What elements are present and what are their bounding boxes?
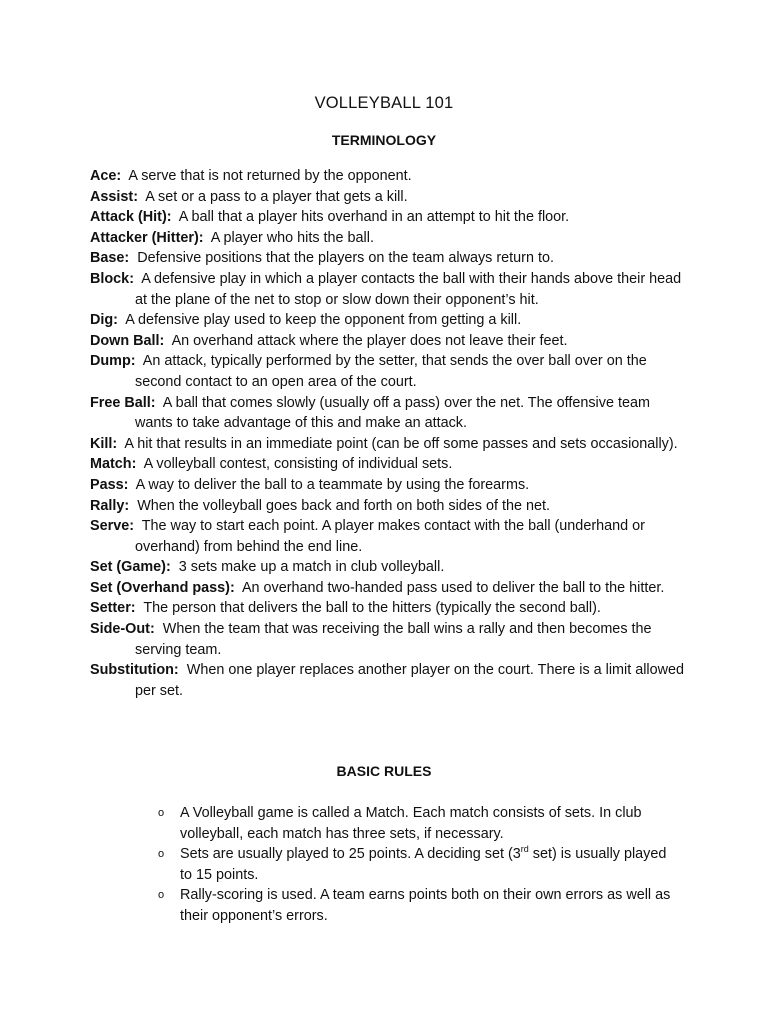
term-name: Down Ball: — [90, 332, 165, 349]
term-definition: A way to deliver the ball to a teammate by using the forearms. — [135, 476, 530, 493]
ordinal-suffix: rd — [520, 844, 529, 855]
rule-text-end: set) is usually played to 15 points. — [180, 846, 667, 883]
term-name: Rally: — [90, 497, 130, 514]
rule-item — [158, 885, 678, 926]
term-entry — [90, 248, 690, 269]
term-name: Base: — [90, 250, 130, 267]
term-definition: When the team that was receiving the ball wins a rally and then becomes the serving team. — [135, 621, 652, 658]
rule-item — [158, 803, 678, 844]
term-definition: The way to start each point. A player makes contact with the ball (underhand or overhand) from behind the end line. — [135, 518, 645, 555]
term-definition: A set or a pass to a player that gets a kill. — [145, 188, 408, 205]
term-definition: When the volleyball goes back and forth on both sides of the net. — [137, 497, 550, 514]
term-name: Kill: — [90, 435, 118, 452]
term-name: Dig: — [90, 312, 118, 329]
term-entry — [90, 454, 690, 475]
term-name: Match: — [90, 456, 137, 473]
terminology-heading: TERMINOLOGY — [331, 132, 437, 148]
basic-rules-heading: BASIC RULES — [336, 763, 432, 779]
term-definition: A player who hits the ball. — [210, 229, 374, 246]
term-entry — [90, 516, 690, 557]
term-name: Block: — [90, 270, 134, 287]
terminology-list — [90, 166, 690, 701]
term-definition: 3 sets make up a match in club volleyball. — [178, 559, 445, 576]
term-definition: A volleyball contest, consisting of individual sets. — [143, 456, 453, 473]
term-name: Pass: — [90, 476, 129, 493]
term-entry — [90, 187, 690, 208]
term-name: Dump: — [90, 353, 136, 370]
term-name: Ace: — [90, 168, 122, 184]
term-definition: When one player replaces another player on the court. There is a limit allowed per set. — [135, 662, 685, 699]
term-entry — [90, 166, 690, 187]
term-name: Free Ball: — [90, 394, 156, 411]
rule-text: Rally-scoring is used. A team earns points both on their own errors as well as their opponent’s errors. — [180, 887, 671, 924]
term-definition: The person that delivers the ball to the hitters (typically the second ball). — [143, 600, 601, 617]
term-entry — [90, 393, 690, 434]
rule-item — [158, 844, 678, 885]
term-name: Setter: — [90, 600, 136, 617]
term-entry — [90, 475, 690, 496]
document-title: VOLLEYBALL 101 — [314, 94, 454, 112]
term-definition: An overhand two-handed pass used to deliver the ball to the hitter. — [241, 579, 665, 596]
term-entry — [90, 619, 690, 660]
term-definition: A defensive play used to keep the opponent from getting a kill. — [125, 312, 522, 329]
bullet-icon: o — [158, 848, 165, 861]
term-definition: A hit that results in an immediate point (can be off some passes and sets occasionally). — [124, 435, 678, 452]
term-name: Assist: — [90, 188, 138, 205]
term-entry — [90, 434, 690, 455]
term-definition: A ball that a player hits overhand in an attempt to hit the floor. — [178, 209, 570, 226]
term-name: Serve: — [90, 518, 135, 535]
term-definition: An attack, typically performed by the setter, that sends the over ball over on the second contact to an open area of the court. — [135, 353, 647, 390]
term-entry — [90, 310, 690, 331]
term-entry — [90, 351, 690, 392]
rule-text-start: Sets are usually played to 25 points. A deciding set (3 — [180, 846, 521, 863]
term-name: Set (Game): — [90, 559, 171, 576]
term-entry — [90, 496, 690, 517]
term-name: Set (Overhand pass): — [90, 579, 235, 596]
term-definition: A ball that comes slowly (usually off a pass) over the net. The offensive team wants to take advantage of this and make an attack. — [135, 394, 650, 432]
bullet-icon: o — [158, 807, 165, 819]
term-name: Substitution: — [90, 662, 179, 679]
term-entry — [90, 578, 690, 599]
term-entry — [90, 660, 690, 701]
term-name: Attack (Hit): — [90, 209, 172, 226]
term-entry — [90, 269, 690, 310]
rule-text: A Volleyball game is called a Match. Each match consists of sets. In club volleyball, each match has three sets, if necessary. — [180, 805, 642, 842]
term-entry — [90, 207, 690, 228]
term-definition: An overhand attack where the player does not leave their feet. — [171, 332, 568, 349]
bullet-icon: o — [158, 889, 165, 902]
basic-rules-list — [158, 803, 678, 927]
term-definition: A defensive play in which a player contacts the ball with their hands above their head at the plane of the net to stop or slow down their opponent’s hit. — [135, 270, 682, 308]
term-name: Attacker (Hitter): — [90, 229, 204, 246]
term-definition: A serve that is not returned by the opponent. — [128, 168, 412, 184]
term-entry — [90, 598, 690, 619]
term-name: Side-Out: — [90, 621, 155, 638]
term-entry — [90, 557, 690, 578]
term-definition: Defensive positions that the players on the team always return to. — [137, 250, 554, 267]
term-entry — [90, 228, 690, 249]
term-entry — [90, 331, 690, 352]
